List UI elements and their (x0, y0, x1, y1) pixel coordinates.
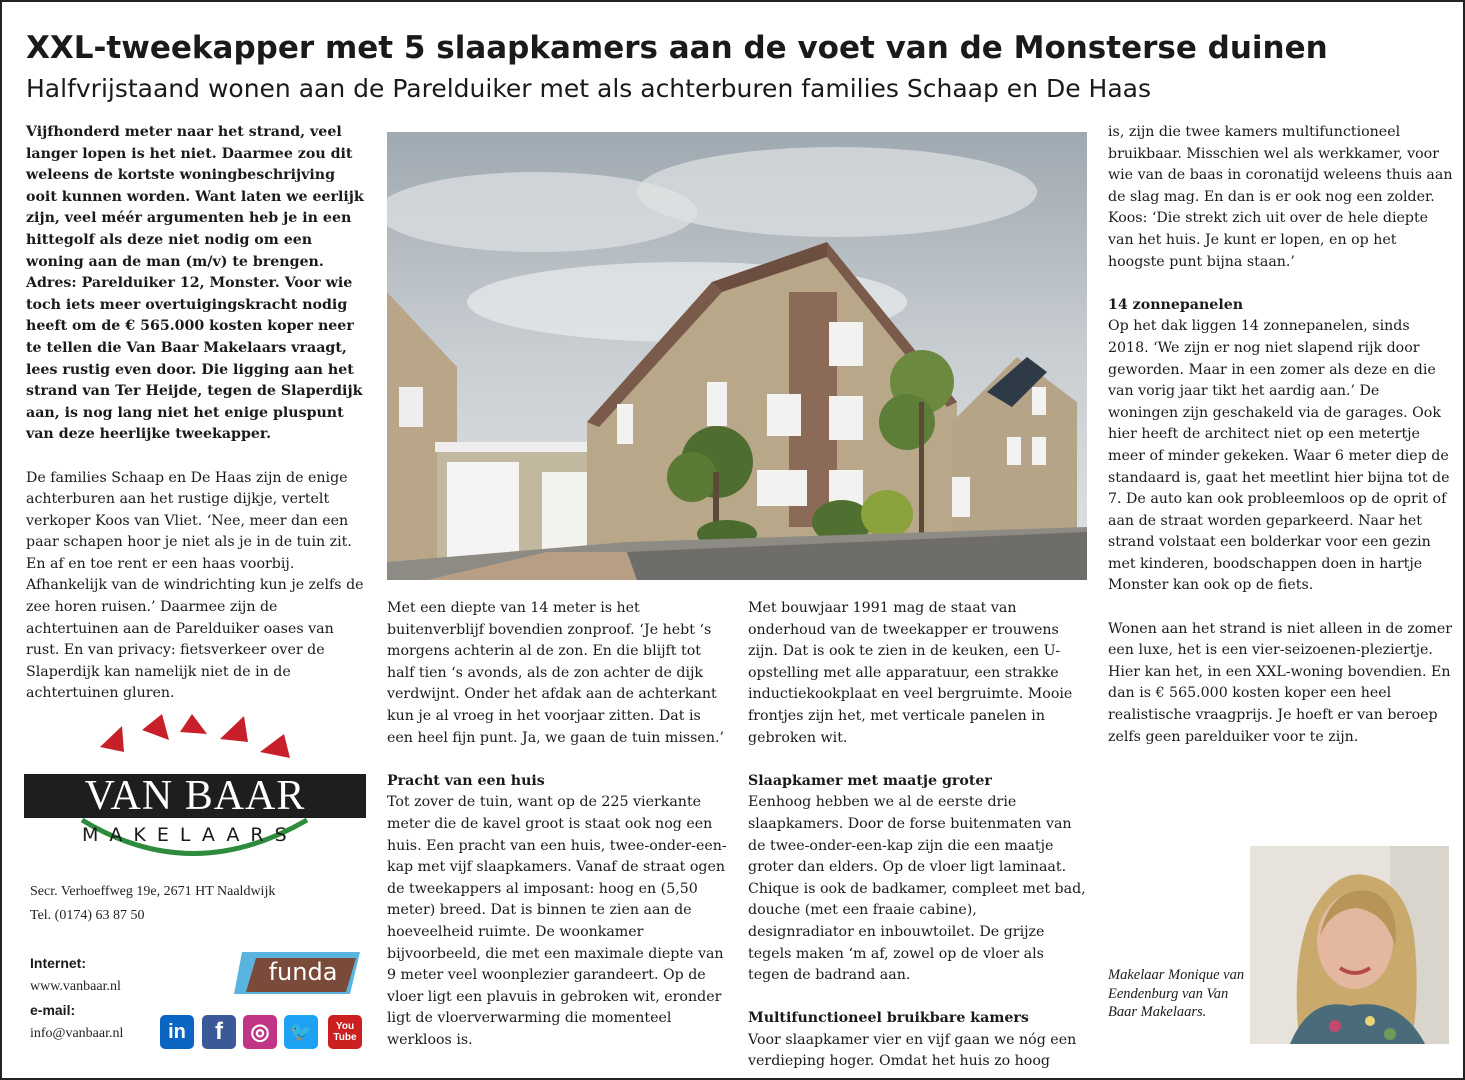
email-link[interactable]: info@vanbaar.nl (30, 1026, 124, 1041)
website-link[interactable]: www.vanbaar.nl (30, 979, 121, 994)
paragraph: Eenhoog hebben we al de eerste drie slaapkamers. Door de forse buitenmaten van de twee-onder-een-kap zijn die een maatje groter dan elders. Op de vloer ligt laminaat. Chique is ook de badkamer, compleet met bad, douche (met een fraaie cabine), designradiator en inbouwtoilet. De grijze tegels maken ‘m af, zowel op de vloer als tegen de badrand aan. (748, 794, 1086, 984)
headline: XXL-tweekapper met 5 slaapkamers aan de voet van de Monsterse duinen (26, 30, 1328, 66)
agency-phone: Tel. (0174) 63 87 50 (30, 908, 145, 923)
agency-address: Secr. Verhoeffweg 19e, 2671 HT Naaldwijk (30, 884, 276, 899)
email-label: e-mail: (30, 1002, 76, 1018)
paragraph: Met bouwjaar 1991 mag de staat van onderhoud van de tweekapper er trouwens zijn. Dat is ook te zien in de keuken, een U-opstelling met alle apparatuur, een strakke inductiekookplaat en veel bergruimte. Mooie frontjes zijn het, met verticale panelen in gebroken wit. (748, 600, 1073, 746)
section-heading: Multifunctioneel bruikbare kamers (748, 1010, 1029, 1027)
facebook-icon[interactable]: f (202, 1015, 236, 1049)
agent-portrait (1250, 846, 1449, 1044)
section-heading: 14 zonnepanelen (1108, 296, 1244, 313)
lead-paragraph: Vijfhonderd meter naar het strand, veel langer lopen is het niet. Daarmee zou dit weleens de kortste woningbeschrijving ooit kunnen worden. Want laten we eerlijk zijn, veel méér argumenten heb je in een hittegolf als deze niet nodig om een woning aan de man (m/v) te brengen. Adres: Parelduiker 12, Monster. Voor wie toch iets meer overtuigingskracht nodig heeft om de € 565.000 kosten koper neer te tellen die Van Baar Makelaars vraagt, lees rustig even door. Die ligging aan het strand van Ter Heijde, tegen de Slaperdijk aan, is nog lang niet het enige pluspunt van deze heerlijke tweekapper. (26, 124, 364, 443)
logo-triangle-icon (100, 726, 124, 752)
logo-triangle-icon (142, 714, 169, 740)
internet-label: Internet: (30, 955, 86, 971)
van-baar-logo (22, 712, 367, 872)
instagram-icon[interactable]: ◎ (243, 1015, 277, 1049)
paragraph: is, zijn die twee kamers multifunctioneel bruikbaar. Misschien wel als werkkamer, voor wie van de baas in coronatijd weleens thuis aan de slag mag. En dan is er ook nog een zolder. Koos: ‘Die strekt zich uit over de hele diepte van het huis. Je kunt er lopen, en op het hoogste punt bijna staan.’ (1108, 124, 1453, 270)
paragraph: Wonen aan het strand is niet alleen in de zomer een luxe, het is een vier-seizoenen-pleziertje. Hier kan het, in een XXL-woning bovendien. En dan is € 565.000 kosten koper een heel realistische vraagprijs. Je hoeft er van beroep zelfs geen parelduiker voor te zijn. (1108, 620, 1453, 745)
column-3 (748, 598, 1086, 1073)
section-heading: Slaapkamer met maatje groter (748, 772, 992, 789)
subheadline: Halfvrijstaand wonen aan de Parelduiker met als achterburen families Schaap en De Haas (26, 74, 1152, 103)
portrait-caption: Makelaar Monique van Eendenburg van Van Baar Makelaars. (1108, 967, 1245, 1020)
paragraph: Voor slaapkamer vier en vijf gaan we nóg een verdieping hoger. Omdat het huis zo hoog (748, 1031, 1077, 1070)
paragraph: Op het dak liggen 14 zonnepanelen, sinds 2018. ‘We zijn er nog niet slapend rijk door geworden. Maar in een zomer als deze en die van vorig jaar tikt het aardig aan.’ De woningen zijn geschakeld via de garages. Ook hier heeft de architect niet op een metertje meer of minder gekeken. Waar 6 meter diep de standaard is, gaat het meetlint hier bijna tot de 7. De auto kan ook probleemloos op de oprit of aan de straat worden geparkeerd. Naar het strand volstaat een bolderkar voor een gezin met kinderen, boodschappen doen in hartje Monster kan ook op de fiets. (1108, 318, 1450, 594)
twitter-icon[interactable]: 🐦 (284, 1015, 318, 1049)
house-photo (387, 132, 1087, 580)
column-1 (26, 122, 364, 705)
logo-triangle-icon (180, 714, 207, 734)
logo-subtitle: MAKELAARS (82, 824, 298, 846)
logo-name: VAN BAAR (24, 774, 366, 818)
linkedin-icon[interactable]: in (160, 1015, 194, 1049)
section-heading: Pracht van een huis (387, 772, 545, 789)
funda-label[interactable]: funda (268, 958, 338, 986)
logo-triangle-icon (260, 734, 290, 758)
paragraph: De families Schaap en De Haas zijn de enige achterburen aan het rustige dijkje, vertelt verkoper Koos van Vliet. ‘Nee, meer dan een paar schapen hoor je niet als je in de tuin zit. En af en toe rent er een haas voorbij. Afhankelijk van de windrichting kun je zelfs de zee horen ruisen.’ Daarmee zijn de achtertuinen aan de Parelduiker oases van rust. En van privacy: fietsverkeer over de Slaperdijk kan namelijk niet de in de achtertuinen gluren. (26, 469, 364, 702)
paragraph: Met een diepte van 14 meter is het buitenverblijf bovendien zonproof. ‘Je hebt ‘s morgens achterin al de zon. En die blijft tot half tien ‘s avonds, als de zon achter de dijk verdwijnt. Onder het afdak aan de achterkant kun je al vroeg in het voorjaar zitten. Dat is een heel fijn punt. Ja, we gaan de tuin missen.’ (387, 600, 724, 746)
logo-triangle-icon (220, 716, 248, 742)
youtube-icon[interactable]: You Tube (328, 1015, 362, 1049)
column-4 (1108, 122, 1453, 748)
paragraph: Tot zover de tuin, want op de 225 vierkante meter die de kavel groot is staat ook nog een huis. Een pracht van een huis, twee-onder-een-kap met vijf slaapkamers. Vanaf de straat ogen de tweekappers al imposant: hoog en (5,50 meter) breed. Dat is binnen te zien aan de hoeveelheid ruimte. De woonkamer bijvoorbeeld, die met een maximale diepte van 9 meter veel woonplezier garandeert. Op de vloer ligt een plavuis in gebroken wit, eronder ligt de vloerverwarming die momenteel werkloos is. (387, 794, 727, 1048)
column-2 (387, 598, 727, 1051)
